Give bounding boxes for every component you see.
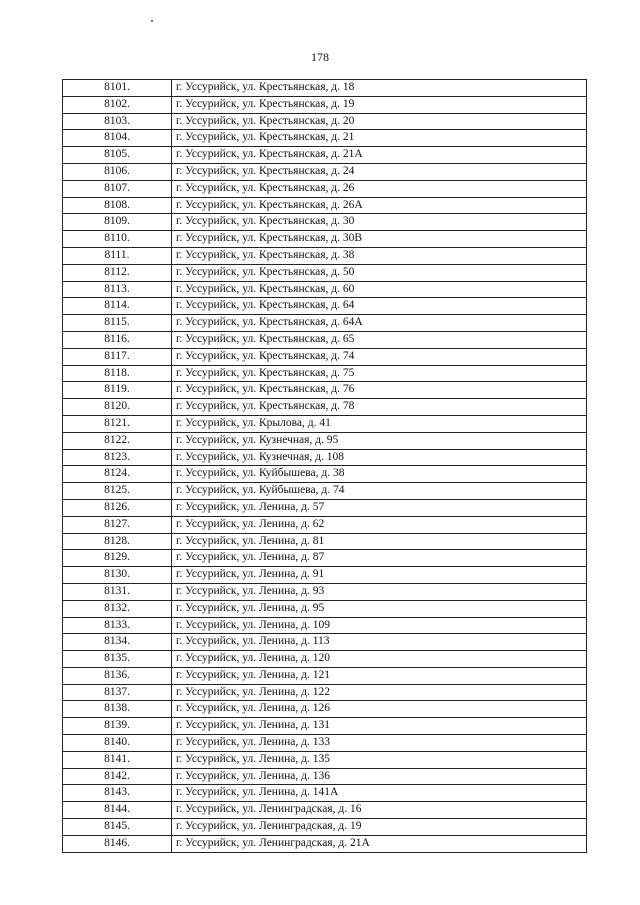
row-number: 8125. — [63, 483, 172, 500]
scan-speck — [151, 20, 153, 22]
row-address: г. Уссурийск, ул. Ленина, д. 113 — [172, 634, 587, 651]
table-row — [63, 331, 587, 348]
row-number: 8113. — [63, 281, 172, 298]
table-row — [63, 214, 587, 231]
row-address: г. Уссурийск, ул. Крестьянская, д. 21 — [172, 130, 587, 147]
row-address: г. Уссурийск, ул. Крестьянская, д. 26 — [172, 180, 587, 197]
row-address: г. Уссурийск, ул. Крестьянская, д. 26А — [172, 197, 587, 214]
table-row — [63, 550, 587, 567]
row-number: 8134. — [63, 634, 172, 651]
table-row — [63, 96, 587, 113]
row-number: 8103. — [63, 113, 172, 130]
row-number: 8117. — [63, 348, 172, 365]
row-number: 8121. — [63, 415, 172, 432]
row-address: г. Уссурийск, ул. Крестьянская, д. 76 — [172, 382, 587, 399]
table-row — [63, 768, 587, 785]
row-address: г. Уссурийск, ул. Ленина, д. 122 — [172, 684, 587, 701]
table-row — [63, 802, 587, 819]
row-number: 8139. — [63, 718, 172, 735]
table-row — [63, 483, 587, 500]
row-address: г. Уссурийск, ул. Ленина, д. 121 — [172, 667, 587, 684]
row-number: 8135. — [63, 651, 172, 668]
table-row — [63, 667, 587, 684]
row-number: 8111. — [63, 247, 172, 264]
row-number: 8146. — [63, 835, 172, 852]
row-address: г. Уссурийск, ул. Куйбышева, д. 74 — [172, 483, 587, 500]
row-address: г. Уссурийск, ул. Крестьянская, д. 78 — [172, 399, 587, 416]
row-address: г. Уссурийск, ул. Ленинградская, д. 21А — [172, 835, 587, 852]
table-row — [63, 533, 587, 550]
table-row — [63, 449, 587, 466]
row-address: г. Уссурийск, ул. Ленина, д. 95 — [172, 600, 587, 617]
table-row — [63, 147, 587, 164]
table-row — [63, 819, 587, 836]
row-number: 8128. — [63, 533, 172, 550]
row-number: 8101. — [63, 80, 172, 97]
row-address: г. Уссурийск, ул. Ленина, д. 141А — [172, 785, 587, 802]
row-address: г. Уссурийск, ул. Крестьянская, д. 24 — [172, 163, 587, 180]
row-address: г. Уссурийск, ул. Ленина, д. 131 — [172, 718, 587, 735]
table-row — [63, 432, 587, 449]
row-address: г. Уссурийск, ул. Кузнечная, д. 108 — [172, 449, 587, 466]
row-number: 8137. — [63, 684, 172, 701]
row-number: 8144. — [63, 802, 172, 819]
row-number: 8123. — [63, 449, 172, 466]
table-row — [63, 281, 587, 298]
row-address: г. Уссурийск, ул. Ленина, д. 87 — [172, 550, 587, 567]
table-row — [63, 382, 587, 399]
row-address: г. Уссурийск, ул. Ленина, д. 133 — [172, 735, 587, 752]
row-number: 8114. — [63, 298, 172, 315]
row-number: 8119. — [63, 382, 172, 399]
row-address: г. Уссурийск, ул. Крестьянская, д. 65 — [172, 331, 587, 348]
table-row — [63, 180, 587, 197]
table-row — [63, 567, 587, 584]
table-row — [63, 130, 587, 147]
row-address: г. Уссурийск, ул. Крестьянская, д. 74 — [172, 348, 587, 365]
row-address: г. Уссурийск, ул. Ленина, д. 135 — [172, 751, 587, 768]
table-row — [63, 835, 587, 852]
table-row — [63, 163, 587, 180]
row-number: 8106. — [63, 163, 172, 180]
row-address: г. Уссурийск, ул. Крестьянская, д. 30 — [172, 214, 587, 231]
table-row — [63, 466, 587, 483]
table-row — [63, 231, 587, 248]
row-address: г. Уссурийск, ул. Ленина, д. 62 — [172, 516, 587, 533]
table-row — [63, 600, 587, 617]
row-address: г. Уссурийск, ул. Ленина, д. 136 — [172, 768, 587, 785]
row-number: 8132. — [63, 600, 172, 617]
row-address: г. Уссурийск, ул. Крестьянская, д. 18 — [172, 80, 587, 97]
row-address: г. Уссурийск, ул. Ленинградская, д. 19 — [172, 819, 587, 836]
table-row — [63, 399, 587, 416]
row-number: 8142. — [63, 768, 172, 785]
row-address: г. Уссурийск, ул. Ленина, д. 57 — [172, 499, 587, 516]
row-number: 8104. — [63, 130, 172, 147]
row-address: г. Уссурийск, ул. Ленина, д. 126 — [172, 701, 587, 718]
row-address: г. Уссурийск, ул. Крестьянская, д. 64 — [172, 298, 587, 315]
table-row — [63, 113, 587, 130]
table-row — [63, 298, 587, 315]
row-number: 8129. — [63, 550, 172, 567]
row-address: г. Уссурийск, ул. Ленина, д. 91 — [172, 567, 587, 584]
row-number: 8122. — [63, 432, 172, 449]
row-number: 8133. — [63, 617, 172, 634]
row-address: г. Уссурийск, ул. Крестьянская, д. 21А — [172, 147, 587, 164]
row-address: г. Уссурийск, ул. Крестьянская, д. 19 — [172, 96, 587, 113]
table-row — [63, 264, 587, 281]
table-row — [63, 735, 587, 752]
table-row — [63, 80, 587, 97]
address-table — [62, 79, 587, 853]
row-number: 8112. — [63, 264, 172, 281]
row-address: г. Уссурийск, ул. Ленина, д. 109 — [172, 617, 587, 634]
row-address: г. Уссурийск, ул. Крестьянская, д. 75 — [172, 365, 587, 382]
table-row — [63, 617, 587, 634]
row-number: 8116. — [63, 331, 172, 348]
row-number: 8143. — [63, 785, 172, 802]
row-number: 8131. — [63, 583, 172, 600]
table-row — [63, 247, 587, 264]
row-number: 8120. — [63, 399, 172, 416]
table-row — [63, 516, 587, 533]
row-number: 8124. — [63, 466, 172, 483]
row-number: 8126. — [63, 499, 172, 516]
row-number: 8127. — [63, 516, 172, 533]
row-number: 8115. — [63, 315, 172, 332]
row-address: г. Уссурийск, ул. Куйбышева, д. 38 — [172, 466, 587, 483]
row-number: 8107. — [63, 180, 172, 197]
row-number: 8141. — [63, 751, 172, 768]
row-address: г. Уссурийск, ул. Крестьянская, д. 38 — [172, 247, 587, 264]
table-row — [63, 315, 587, 332]
row-address: г. Уссурийск, ул. Крылова, д. 41 — [172, 415, 587, 432]
page-number: 178 — [311, 50, 329, 64]
table-row — [63, 701, 587, 718]
row-address: г. Уссурийск, ул. Крестьянская, д. 50 — [172, 264, 587, 281]
row-number: 8136. — [63, 667, 172, 684]
row-number: 8130. — [63, 567, 172, 584]
row-address: г. Уссурийск, ул. Крестьянская, д. 30В — [172, 231, 587, 248]
row-number: 8105. — [63, 147, 172, 164]
table-row — [63, 415, 587, 432]
row-address: г. Уссурийск, ул. Крестьянская, д. 60 — [172, 281, 587, 298]
row-address: г. Уссурийск, ул. Ленина, д. 120 — [172, 651, 587, 668]
row-address: г. Уссурийск, ул. Ленинградская, д. 16 — [172, 802, 587, 819]
table-row — [63, 634, 587, 651]
row-address: г. Уссурийск, ул. Ленина, д. 81 — [172, 533, 587, 550]
row-address: г. Уссурийск, ул. Ленина, д. 93 — [172, 583, 587, 600]
table-row — [63, 684, 587, 701]
table-row — [63, 751, 587, 768]
row-number: 8110. — [63, 231, 172, 248]
row-address: г. Уссурийск, ул. Крестьянская, д. 20 — [172, 113, 587, 130]
table-row — [63, 348, 587, 365]
row-number: 8145. — [63, 819, 172, 836]
table-row — [63, 365, 587, 382]
table-row — [63, 785, 587, 802]
table-row — [63, 197, 587, 214]
table-row — [63, 718, 587, 735]
address-table-body — [63, 80, 587, 853]
table-row — [63, 499, 587, 516]
row-number: 8138. — [63, 701, 172, 718]
row-address: г. Уссурийск, ул. Кузнечная, д. 95 — [172, 432, 587, 449]
row-number: 8108. — [63, 197, 172, 214]
table-row — [63, 583, 587, 600]
row-number: 8140. — [63, 735, 172, 752]
row-number: 8102. — [63, 96, 172, 113]
row-number: 8109. — [63, 214, 172, 231]
row-address: г. Уссурийск, ул. Крестьянская, д. 64А — [172, 315, 587, 332]
table-row — [63, 651, 587, 668]
row-number: 8118. — [63, 365, 172, 382]
